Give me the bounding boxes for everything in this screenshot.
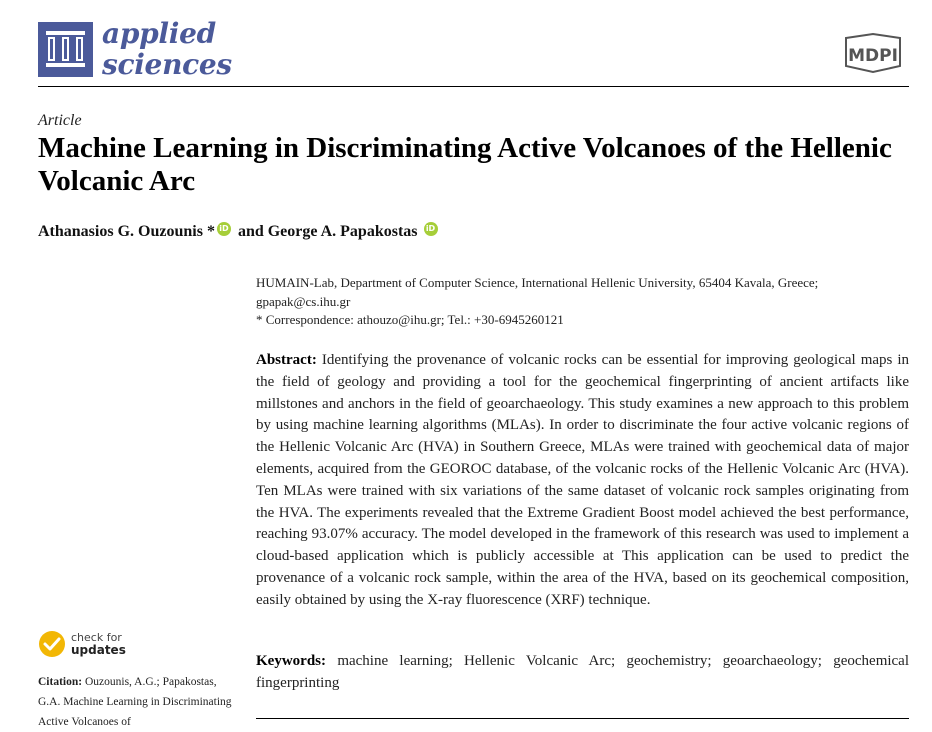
updates-label: updates	[71, 643, 126, 657]
affiliation-block	[256, 274, 909, 330]
journal-logo	[38, 22, 93, 77]
columns-logo-icon	[38, 22, 93, 77]
footer-divider	[256, 718, 909, 719]
correspondence: * Correspondence: athouzo@ihu.gr; Tel.: +30-6945260121	[256, 312, 564, 327]
orcid-icon[interactable]: iD	[424, 222, 438, 236]
abstract-text: Identifying the provenance of volcanic rocks can be essential for improving geological maps in the field of geology and providing a tool for the geochemical fingerprinting of ancient artifacts like millstones and anchors in the field of geoarchaeology. This study examines a new approach to this problem by using machine learning algorithms (MLAs). In order to discriminate the four active volcanic regions of the Hellenic Volcanic Arc (HVA) in Southern Greece, MLAs were trained with geochemical data of major elements, acquired from the GEOROC database, of the volcanic rocks of the Hellenic Volcanic Arc (HVA). Ten MLAs were trained with six variations of the same dataset of volcanic rock samples originating from the HVA. The experiments revealed that the Extreme Gradient Boost model achieved the best performance, reaching 93.07% accuracy. The model developed in the framework of this research was used to implement a cloud-based application which is publicly accessible at This application can be used to predict the provenance of a volcanic rock sample, within the area of the HVA, based on its geochemical composition, easily obtained by using the X-ray fluorescence (XRF) technique.	[256, 352, 910, 608]
affiliation: HUMAIN-Lab, Department of Computer Science, International Hellenic University, 65404 Kavala, Greece; gpapak@cs.ihu.gr	[256, 275, 819, 309]
check-label: check for	[71, 631, 122, 644]
publisher-name: MDPI	[848, 46, 898, 66]
header-divider	[38, 86, 909, 87]
author-separator: and	[237, 223, 264, 240]
citation-label: Citation:	[38, 676, 83, 688]
author-name: George A. Papakostas	[267, 223, 418, 240]
journal-name	[102, 18, 232, 80]
journal-name-line2: sciences	[102, 48, 232, 81]
keywords-text: machine learning; Hellenic Volcanic Arc; geochemistry; geoarchaeology; geochemical fingerprinting	[256, 653, 910, 691]
journal-name-line1: applied	[102, 17, 216, 50]
article-type: Article	[38, 112, 82, 129]
check-icon	[38, 630, 66, 658]
keywords-label: Keywords:	[256, 653, 326, 669]
citation	[38, 672, 238, 732]
author-list	[38, 222, 441, 242]
paper-title: Machine Learning in Discriminating Active Volcanoes of the Hellenic Volcanic Arc	[38, 132, 892, 197]
citation-text: Ouzounis, A.G.; Papakostas, G.A. Machine Learning in Discriminating Active Volcanoes of	[38, 676, 232, 728]
publisher-logo	[838, 32, 908, 76]
keywords	[256, 651, 909, 695]
abstract-label: Abstract:	[256, 352, 317, 368]
author-name: Athanasios G. Ouzounis	[38, 223, 203, 240]
abstract	[256, 350, 909, 612]
corresponding-mark: *	[206, 223, 215, 240]
check-for-updates-button[interactable]	[38, 630, 126, 658]
orcid-icon[interactable]: iD	[217, 222, 231, 236]
